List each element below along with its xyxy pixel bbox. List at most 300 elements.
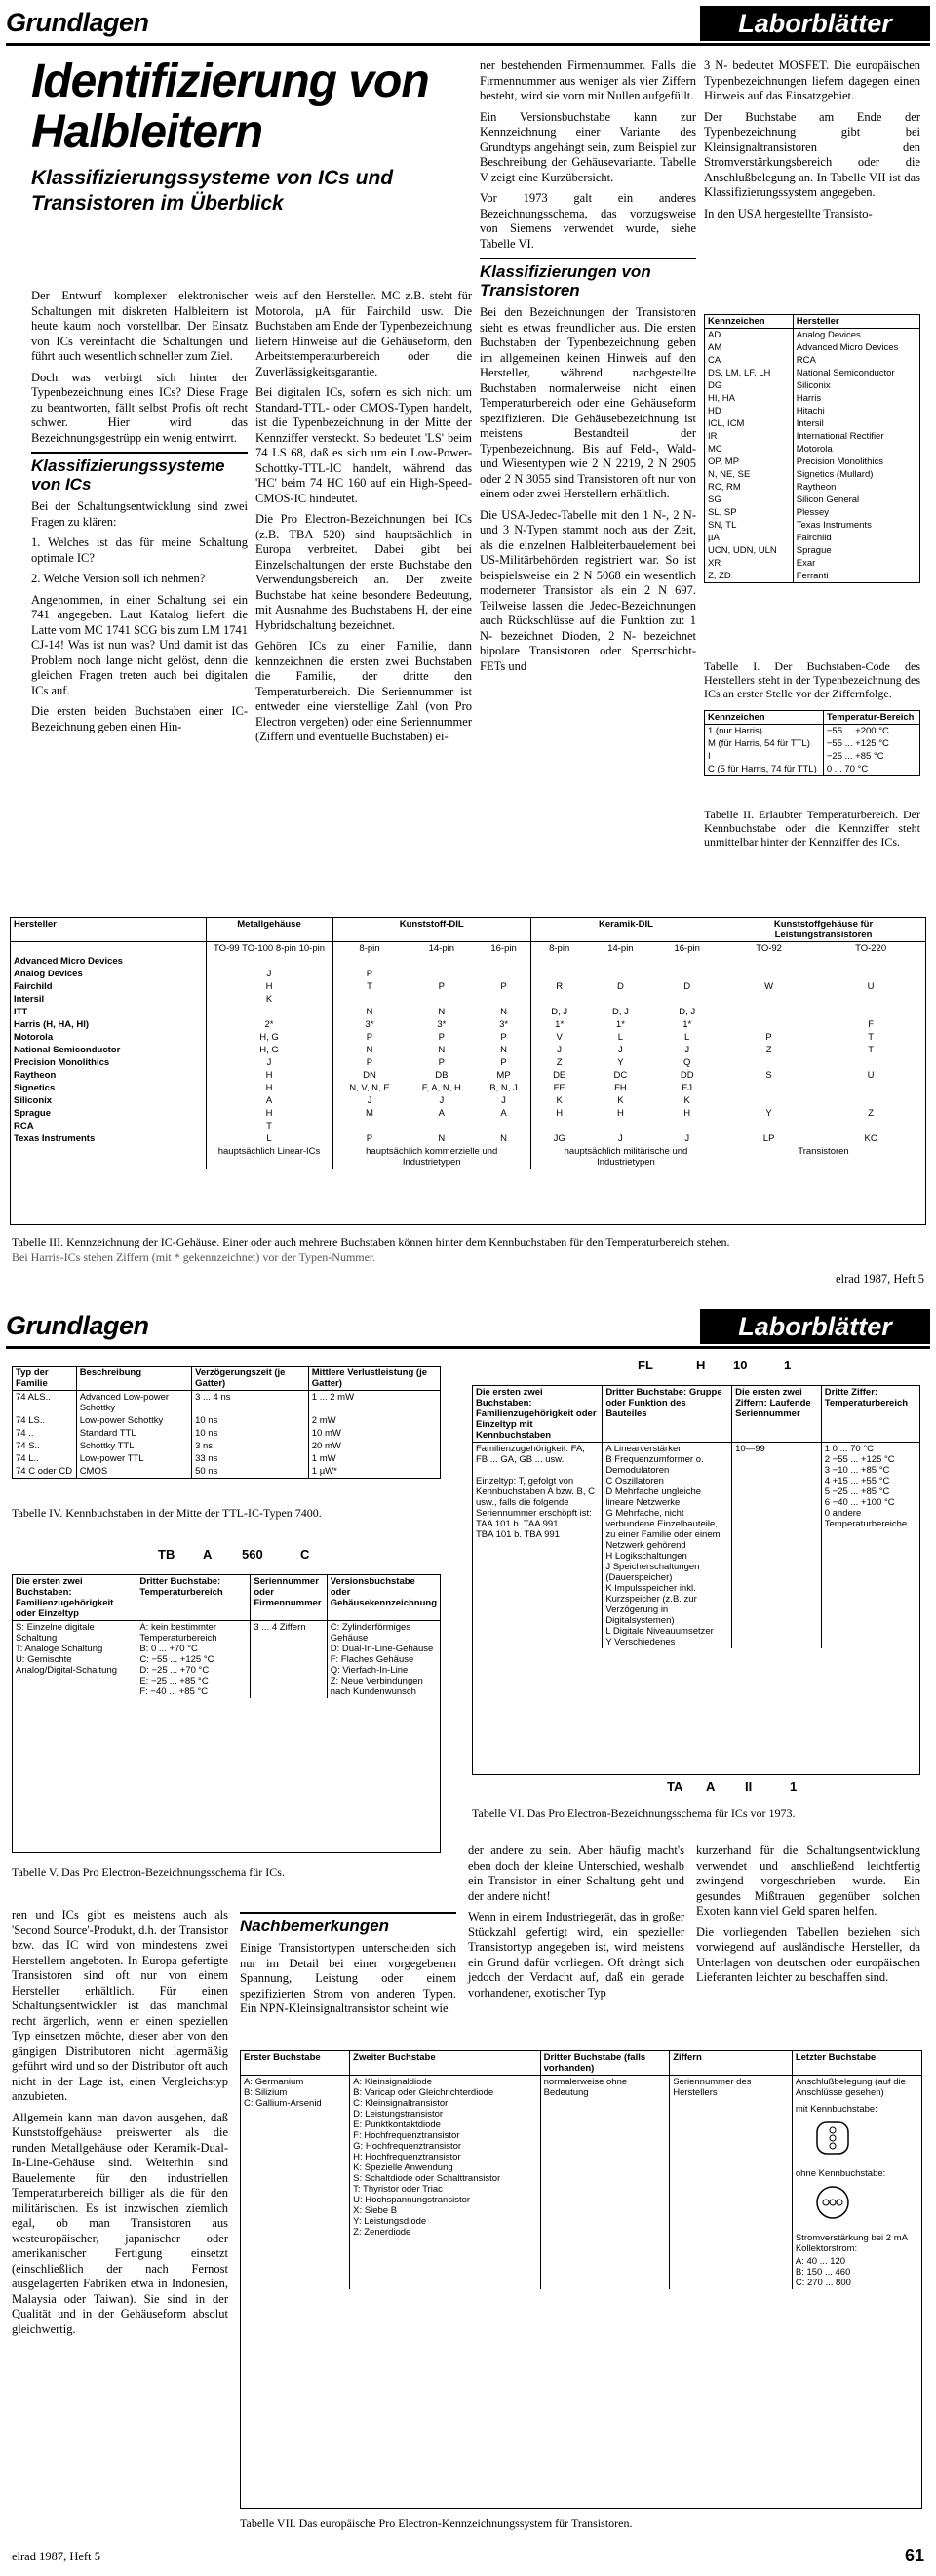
- section-heading: Klassifizierungssysteme von ICs: [31, 452, 248, 494]
- table-header: Hersteller: [11, 918, 206, 942]
- table-4: [12, 1366, 441, 1479]
- table-cell: U: [867, 981, 875, 992]
- table-cell: [406, 993, 477, 1006]
- table-cell: [587, 1120, 653, 1132]
- table-row: [705, 392, 919, 405]
- table-cell: 1 ... 2 mW: [308, 1391, 440, 1415]
- table-cell: Signetics (Mullard): [793, 468, 919, 481]
- table-cell: [816, 993, 925, 1006]
- table-cell: XR: [708, 558, 722, 569]
- table-cell: K: [683, 1095, 690, 1106]
- table-cell: DS, LM, LF, LH: [708, 368, 771, 378]
- table-cell: [206, 1006, 332, 1018]
- paragraph: Ein Versionsbuchstabe kann zur Kennzeichnung einer Variante des Grundtyps angehängt sein, zum Beispiel zur Beschreibung der Gehäusevariante. Tabelle V zeigt eine Kurzübersicht.: [480, 109, 696, 184]
- table-cell: [406, 968, 477, 980]
- table-cell: Precision Monolithics: [793, 456, 919, 468]
- paragraph: ren und ICs gibt es meistens auch als 'Second Source'-Produkt, d.h. der Transistor bzw. das IC wird von mindestens zwei Herstellern angeboten. In Europa gefertigte Transistoren sind oft nur von einem Hersteller erhältlich. Für einen Schaltungsentwickler ist das manchmal recht ärgerlich, wenn er einen speziellen Typ einsetzen möchte, dieser aber von den gängigen Distributoren nicht lagermäßig geführt wird und so der Distributor oft auch nicht in der Lage ist, einen Vergleichstyp anzubieten.: [12, 1908, 228, 2103]
- table-header: Dritter Buchstabe: Gruppe oder Funktion des Bauteiles: [603, 1386, 732, 1443]
- table-row: [705, 417, 919, 430]
- table-cell: J: [501, 1095, 506, 1106]
- table-cell: Motorola: [14, 1032, 54, 1043]
- table-cell: Precision Monolithics: [14, 1057, 110, 1068]
- table-cell: 3*: [332, 1018, 406, 1031]
- table-cell: [587, 955, 653, 968]
- table-3: [10, 917, 926, 1225]
- top-column-2: [255, 289, 472, 751]
- code-letter: A: [203, 1547, 213, 1562]
- table-cell: J: [530, 1044, 587, 1056]
- table-footer: Transistoren: [722, 1145, 926, 1169]
- code-letter: C: [300, 1547, 310, 1562]
- table-cell: K: [617, 1095, 624, 1106]
- table-7: [240, 2050, 922, 2509]
- paragraph: Die vorliegenden Tabellen beziehen sich vorwiegend auf ausländische Hersteller, da Unterlagen von deutschen oder europäischen Lieferanten leichter zu beschaffen sind.: [696, 1924, 920, 1984]
- table-cell: Schottky TTL: [76, 1440, 191, 1452]
- table-cell: C (5 für Harris, 74 für TTL): [708, 764, 817, 774]
- table-cell: N: [332, 1044, 406, 1056]
- table-row: [11, 1031, 925, 1044]
- table-cell: DB: [435, 1070, 448, 1081]
- code-letter: TB: [158, 1547, 176, 1562]
- table-cell: Standard TTL: [76, 1427, 191, 1440]
- table-row: [705, 763, 919, 775]
- table-subheader: 16-pin: [490, 943, 517, 954]
- table-cell: SG: [708, 495, 722, 505]
- table-cell: D: [683, 981, 691, 992]
- table-row: [705, 737, 919, 750]
- header-left: Grundlagen: [6, 1311, 149, 1340]
- table-cell: P: [438, 1032, 445, 1043]
- table-cell: SL, SP: [708, 507, 737, 518]
- table-header: Keramik-DIL: [530, 918, 721, 942]
- table-cell: Hitachi: [793, 405, 919, 417]
- table-cell: Motorola: [793, 443, 919, 456]
- table-cell: N: [438, 1133, 446, 1144]
- table-cell: [722, 1056, 817, 1069]
- table-cell: P: [332, 1031, 406, 1044]
- table-cell: DN: [332, 1069, 406, 1082]
- table-subheader: 16-pin: [674, 943, 700, 954]
- table-cell: M: [332, 1107, 406, 1120]
- table-cell: 74 ALS..: [16, 1392, 51, 1403]
- table-cell: 74 S..: [16, 1441, 40, 1451]
- table-cell: [722, 1120, 817, 1132]
- page-number: 61: [904, 2546, 924, 2565]
- table-cell: Q: [683, 1057, 691, 1068]
- header-rule: [6, 1346, 930, 1349]
- table-cell: J: [206, 968, 332, 980]
- table-cell: S: Einzelne digitale Schaltung T: Analoge Schaltung U: Gemischte Analog/Digital-Schaltung: [16, 1622, 118, 1676]
- table-cell: T: [868, 1032, 874, 1043]
- table-cell: −55 ... +125 °C: [823, 737, 919, 750]
- table-footer: hauptsächlich Linear-ICs: [206, 1145, 332, 1169]
- table-cell: D, J: [530, 1006, 587, 1018]
- table-cell: C: Zylinderförmiges Gehäuse D: Dual-In-Line-Gehäuse F: Flaches Gehäuse Q: Vierfach-In-Line Z: Neue Verbindungen nach Kundenwunsch: [327, 1621, 440, 1699]
- table-cell: H: [683, 1108, 691, 1119]
- table-cell: FJ: [682, 1083, 692, 1093]
- table-cell: Analog Devices: [793, 329, 919, 342]
- table-cell: IR: [708, 431, 718, 442]
- code-letter: 560: [242, 1547, 263, 1562]
- table-cell: N, NE, SE: [708, 469, 751, 480]
- table-cell: L: [617, 1032, 624, 1043]
- table-footer: hauptsächlich kommerzielle und Industrietypen: [332, 1145, 530, 1169]
- table-row: [13, 1427, 440, 1440]
- header-right: Laborblätter: [700, 6, 930, 41]
- code-letter: FL: [638, 1358, 653, 1372]
- table-cell: Advanced Micro Devices: [14, 956, 123, 967]
- table-7-caption: Tabelle VII. Das europäische Pro Electron-Kennzeichnungssystem für Transistoren.: [240, 2517, 633, 2530]
- table-header: Ziffern: [670, 2051, 793, 2076]
- table-cell: Z: [530, 1056, 587, 1069]
- table-cell: W: [722, 980, 817, 993]
- code-letter: 10: [733, 1358, 748, 1372]
- table-cell: 0 ... 70 °C: [823, 763, 919, 775]
- table-cell: [530, 1120, 587, 1132]
- table-cell: RC, RM: [708, 482, 741, 493]
- table-cell: [722, 1082, 817, 1094]
- table-cell: Sprague: [14, 1108, 52, 1119]
- table-1: [704, 314, 920, 583]
- paragraph: Der Entwurf komplexer elektronischer Schaltungen mit diskreten Halbleitern ist heute kaum noch vorstellbar. Der Einsatz von ICs vereinfacht die Schaltungen und führt auch wesentlich schneller zum Ziel.: [31, 289, 248, 363]
- table-cell: [816, 1006, 925, 1018]
- top-header: [0, 2, 936, 47]
- pinout-label: Stromverstärkung bei 2 mA Kollektorstrom:: [795, 2233, 908, 2254]
- paragraph: 2. Welche Version soll ich nehmen?: [31, 572, 206, 585]
- top-column-1: [31, 289, 248, 740]
- table-2: [704, 710, 920, 776]
- table-row: [13, 1440, 440, 1452]
- table-cell: DE: [530, 1069, 587, 1082]
- table-row: [705, 405, 919, 417]
- table-cell: [332, 993, 406, 1006]
- table-row: [11, 1094, 925, 1107]
- table-cell: [530, 993, 587, 1006]
- table-row: [11, 980, 925, 993]
- table-header: Dritte Ziffer: Temperaturbereich: [821, 1386, 919, 1443]
- table-cell: [722, 1018, 817, 1031]
- table-2-caption: Tabelle II. Erlaubter Temperaturbereich. Der Kennbuchstabe oder die Kennziffer steht unmittelbar hinter der Kennziffer des ICs.: [704, 808, 920, 849]
- table-cell: [406, 1120, 477, 1132]
- table-1-caption: Tabelle I. Der Buchstaben-Code des Herstellers steht in der Typenbezeichnung des ICs an erster Stelle vor der Ziffernfolge.: [704, 659, 920, 700]
- table-cell: B, N, J: [489, 1083, 518, 1093]
- table-cell: J: [332, 1094, 406, 1107]
- table-row: [13, 1452, 440, 1465]
- table-cell: 74 L..: [16, 1453, 39, 1464]
- table-cell: AD: [708, 330, 722, 340]
- table-5-code-line: [12, 1547, 441, 1576]
- table-cell: 3 ... 4 ns: [192, 1391, 309, 1415]
- table-subheader: 14-pin: [607, 943, 634, 954]
- table-cell: 74 LS..: [16, 1415, 46, 1426]
- table-cell: N: [438, 1045, 446, 1055]
- table-row: [705, 379, 919, 392]
- table-cell: P: [332, 1132, 406, 1145]
- table-cell: P: [722, 1031, 817, 1044]
- table-header: Kennzeichen: [705, 315, 793, 329]
- table-cell: A Linearverstärker B Frequenzumformer o. Demodulatoren C Oszillatoren D Mehrfache ungleiche lineare Netzwerke G Mehrfache, nicht verbundene Einzelbauteile, zu einer Familie oder einem Netzwerk gehörend H Logikschaltungen J Speicherschaltungen (Dauerspeicher) K Impulsspeicher inkl. Kurzspeicher (z.B. zur Verzögerung in Digitalsystemen) L Digitale Niveauumsetzer Y Verschiedenes: [603, 1443, 732, 1649]
- table-row: [705, 544, 919, 557]
- table-cell: [816, 1120, 925, 1132]
- table-cell: T: [206, 1120, 332, 1132]
- table-cell: [587, 968, 653, 980]
- table-cell: Siliconix: [14, 1095, 53, 1106]
- table-cell: National Semiconductor: [793, 367, 919, 379]
- table-cell: MC: [708, 444, 722, 455]
- table-cell: 20 mW: [308, 1440, 440, 1452]
- table-3-caption-note: Bei Harris-ICs stehen Ziffern (mit * gekennzeichnet) vor der Typen-Nummer.: [12, 1250, 376, 1264]
- code-letter: A: [706, 1779, 716, 1794]
- table-cell: H: [616, 1108, 624, 1119]
- table-row: [705, 430, 919, 443]
- table-cell: R: [530, 980, 587, 993]
- table-cell: 3*: [499, 1019, 509, 1030]
- table-row: [11, 1006, 925, 1018]
- table-cell: Analog Devices: [14, 969, 83, 979]
- table-cell: 50 ns: [192, 1465, 309, 1478]
- table-row: [11, 1018, 925, 1031]
- table-cell: 1*: [682, 1019, 692, 1030]
- table-row: [705, 725, 919, 738]
- section-heading: Klassifizierungen von Transistoren: [480, 258, 696, 299]
- section-heading: Nachbemerkungen: [240, 1912, 456, 1935]
- table-cell: [477, 1120, 530, 1132]
- table-subheader: 14-pin: [428, 943, 455, 954]
- paragraph: Die ersten beiden Buchstaben einer IC-Bezeichnung geben einen Hin-: [31, 704, 248, 733]
- table-cell: −25 ... +85 °C: [823, 750, 919, 763]
- table-cell: [477, 993, 530, 1006]
- table-cell: Z: [722, 1044, 817, 1056]
- table-5: [12, 1574, 441, 1853]
- table-header: Kunststoffgehäuse für Leistungstransistoren: [722, 918, 926, 942]
- table-cell: Harris (H, HA, HI): [14, 1019, 90, 1030]
- table-cell-pinout: [792, 2076, 921, 2290]
- table-row: [705, 354, 919, 367]
- table-row: [705, 367, 919, 379]
- table-header: Mittlere Verlustleistung (je Gatter): [308, 1367, 440, 1391]
- table-row: [13, 1391, 440, 1415]
- table-row: [11, 1044, 925, 1056]
- table-cell: P: [438, 1057, 445, 1068]
- table-cell: [816, 1082, 925, 1094]
- table-cell: Texas Instruments: [14, 1133, 96, 1144]
- table-header: Die ersten zwei Ziffern: Laufende Seriennummer: [732, 1386, 822, 1443]
- table-header: Dritter Buchstabe (falls vorhanden): [540, 2051, 670, 2076]
- table-cell: [653, 1120, 721, 1132]
- table-cell: normalerweise ohne Bedeutung: [540, 2076, 670, 2290]
- table-cell: HD: [708, 406, 722, 416]
- table-cell: A: kein bestimmter Temperaturbereich B: 0 ... +70 °C C: −55 ... +125 °C D: −25 ... +70 °C E: −25 ... +85 °C F: −40 ... +85 °C: [136, 1621, 251, 1699]
- table-cell: K: [206, 993, 332, 1006]
- table-6-code-line-bottom: [472, 1779, 920, 1803]
- table-row: [11, 1107, 925, 1120]
- table-cell: N: [500, 1133, 507, 1144]
- table-cell: H, G: [206, 1044, 332, 1056]
- table-subheader: 8-pin: [530, 942, 587, 956]
- table-cell: [722, 1094, 817, 1107]
- table-cell: 10 mW: [308, 1427, 440, 1440]
- table-cell: Ferranti: [793, 570, 919, 582]
- table-cell: H: [530, 1107, 587, 1120]
- table-row: [705, 557, 919, 570]
- bottom-column-4: [696, 1843, 920, 1992]
- table-cell: N: [500, 1045, 507, 1055]
- table-cell: Intersil: [14, 994, 45, 1005]
- table-6: [472, 1385, 920, 1775]
- table-cell: LP: [722, 1132, 817, 1145]
- table-cell: Signetics: [14, 1083, 56, 1093]
- table-row: [705, 341, 919, 354]
- table-row: [13, 1414, 440, 1427]
- table-cell: J: [684, 1045, 690, 1055]
- paragraph: Die USA-Jedec-Tabelle mit den 1 N-, 2 N- und 3 N-Typen stammt noch aus der Zeit, als die einzelnen Halbleiterbauelement bei US-Militärbehörden registriert war. So ist beispielsweise ein 2 N 5068 ein wesentlich modernerer Transistor als ein 2 N 697. Teilweise lassen die Jedec-Bezeichnungen auch Rückschlüsse auf die Funktion zu: 1 N- bezeichnet Dioden, 2 N- bezeichnet bipolare Transistoren oder Sperrschicht-FETs und: [480, 507, 696, 673]
- table-cell: AM: [708, 342, 722, 353]
- table-cell: Plessey: [793, 506, 919, 519]
- table-cell: JG: [530, 1132, 587, 1145]
- table-cell: 10 ns: [192, 1427, 309, 1440]
- table-cell: M (für Harris, 54 für TTL): [708, 738, 810, 749]
- table-cell: [206, 955, 332, 968]
- table-cell: FH: [614, 1083, 627, 1093]
- table-cell: 2*: [206, 1018, 332, 1031]
- table-row: [11, 955, 925, 968]
- table-row: [705, 532, 919, 544]
- table-cell: CMOS: [76, 1465, 191, 1478]
- paragraph: In den USA hergestellte Transisto-: [704, 206, 873, 220]
- header-left: Grundlagen: [6, 8, 149, 37]
- table-row: [705, 481, 919, 494]
- table-cell: HI, HA: [708, 393, 735, 404]
- table-4-caption: Tabelle IV. Kennbuchstaben in der Mitte der TTL-IC-Typen 7400.: [12, 1506, 322, 1520]
- code-letter: II: [745, 1779, 753, 1794]
- table-cell: [406, 955, 477, 968]
- table-cell: [816, 1094, 925, 1107]
- table-header: Kunststoff-DIL: [332, 918, 530, 942]
- table-cell: 10—99: [732, 1443, 822, 1649]
- paragraph: Einige Transistortypen unterscheiden sich nur im Detail bei einer vorgegebenen Spannung, Leistung oder einem spezifizierten Strom von anderen Typen. Ein NPN-Kleinsignaltransistor scheint wie: [240, 1941, 456, 2015]
- table-cell: I: [708, 751, 711, 762]
- table-cell: N: [438, 1007, 446, 1017]
- table-cell: SN, TL: [708, 520, 737, 531]
- paragraph: weis auf den Hersteller. MC z.B. steht für Motorola, µA für Fairchild usw. Die Buchstaben am Ende der Typenbezeichnung liefern Hinweise auf die Gehäuseform, den Arbeitstemperaturbereich oder die Zuverlässigkeitsgarantie.: [255, 289, 472, 378]
- table-cell: [477, 955, 530, 968]
- table-cell: Harris: [793, 392, 919, 405]
- table-cell: RCA: [14, 1121, 34, 1131]
- table-cell: [332, 955, 406, 968]
- paragraph: Der Buchstabe am Ende der Typenbezeichnung gibt bei Kleinsignaltransistoren den Stromverstärkungsbereich oder die Anschlußbelegung an. In Tabelle VII ist das Klassifizierungssystem angegeben.: [704, 109, 920, 199]
- table-cell: 33 ns: [192, 1452, 309, 1465]
- table-cell: Z, ZD: [708, 571, 731, 581]
- table-cell: International Rectifier: [793, 430, 919, 443]
- table-cell: 3 ns: [192, 1440, 309, 1452]
- table-header: Verzögerungszeit (je Gatter): [192, 1367, 309, 1391]
- table-header: Temperatur-Bereich: [823, 711, 919, 725]
- table-cell: D, J: [679, 1007, 696, 1017]
- table-cell: Silicon General: [793, 494, 919, 506]
- table-cell: V: [530, 1031, 587, 1044]
- table-cell: A: [438, 1108, 445, 1119]
- table-cell: [722, 968, 817, 980]
- table-cell: Advanced Low-power Schottky: [76, 1391, 191, 1415]
- table-cell: [816, 1056, 925, 1069]
- table-cell: CA: [708, 355, 722, 366]
- bottom-header: [0, 1305, 936, 1350]
- table-cell: A: [500, 1108, 507, 1119]
- table-header: Kennzeichen: [705, 711, 823, 725]
- table-row: [705, 494, 919, 506]
- table-row: [11, 1082, 925, 1094]
- table-cell: Y: [722, 1107, 817, 1120]
- table-cell: P: [438, 981, 445, 992]
- article-title: Identifizierung von Halbleitern: [31, 56, 429, 158]
- table-cell: Texas Instruments: [793, 519, 919, 532]
- table-6-caption: Tabelle VI. Das Pro Electron-Bezeichnungsschema für ICs vor 1973.: [472, 1806, 796, 1820]
- paragraph: kurzerhand für die Schaltungsentwicklung verwendet und anschließend leichtfertig zwingend vorgeschrieben wurde. Ein gesundes Mißtrauen gegenüber solchen Exoten kann viel Geld sparen helfen.: [696, 1843, 920, 1918]
- table-cell: P: [332, 968, 406, 980]
- table-cell: K: [530, 1094, 587, 1107]
- code-letter: 1: [790, 1779, 798, 1794]
- pinout-diagram-icon: [813, 2183, 918, 2225]
- pinout-label: mit Kennbuchstabe:: [795, 2104, 878, 2115]
- table-cell: [722, 993, 817, 1006]
- table-cell: RCA: [793, 354, 919, 367]
- table-cell: 3 ... 4 Ziffern: [251, 1621, 327, 1699]
- table-cell: DC: [613, 1070, 628, 1081]
- table-cell: [530, 955, 587, 968]
- bottom-column-3: [468, 1843, 684, 2006]
- table-cell: H, G: [206, 1031, 332, 1044]
- table-5-caption: Tabelle V. Das Pro Electron-Bezeichnungsschema für ICs.: [12, 1865, 285, 1879]
- top-footer: elrad 1987, Heft 5: [836, 1272, 924, 1286]
- table-cell: S: [722, 1069, 817, 1082]
- table-row: [705, 468, 919, 481]
- table-cell: J: [439, 1095, 445, 1106]
- table-cell: P: [500, 1032, 507, 1043]
- table-cell: [722, 1006, 817, 1018]
- table-cell: National Semiconductor: [14, 1045, 121, 1055]
- table-cell: Raytheon: [793, 481, 919, 494]
- table-cell: [477, 968, 530, 980]
- table-cell: 74 ..: [16, 1428, 34, 1439]
- table-cell: T: [868, 1045, 874, 1055]
- table-cell: Seriennummer des Herstellers: [670, 2076, 793, 2290]
- table-cell: N, V, N, E: [332, 1082, 406, 1094]
- table-cell: OP, MP: [708, 456, 740, 467]
- paragraph: Allgemein kann man davon ausgehen, daß Kunststoffgehäuse preiswerter als die runden Metallgehäuse oder Keramik-Dual-In-Line-Gehäuse sind. Weiterhin sind Bauelemente für den industriellen Temperaturbereich billiger als die für den militärischen. Es ist inzwischen ziemlich egal, ob man Transistoren aus westeuropäischer, japanischer oder amerikanischer Fertigung einsetzt (einschließlich der nach Fernost ausgelagerten Fabriken etwa in Indonesien, Malaysia oder Taiwan). Sie sind in der Qualität und in der Gehäuseform absolut gleichwertig.: [12, 2110, 228, 2336]
- paragraph: Angenommen, in einer Schaltung sei ein 741 angegeben. Laut Katalog liefert die Latte vom MC 1741 SCG bis zum LM 1741 CJ-14! Was ist nun was? Und damit ist das Problem noch lange nicht gelöst, denn die gleichen Fragen treten auch bei digitalen ICs auf.: [31, 592, 248, 697]
- table-cell: FE: [530, 1082, 587, 1094]
- table-cell: H: [206, 1107, 332, 1120]
- bottom-column-1: [12, 1908, 228, 2343]
- pinout-label: A: 40 ... 120 B: 150 ... 460 C: 270 ... 800: [795, 2256, 851, 2288]
- table-cell: D: [616, 981, 624, 992]
- table-cell: P: [500, 981, 507, 992]
- paragraph: 3 N- bedeutet MOSFET. Die europäischen Typenbezeichnungen liefern dagegen einen Hinweis auf das Einsatzgebiet.: [704, 59, 920, 102]
- table-row: [705, 443, 919, 456]
- table-cell: H: [206, 1069, 332, 1082]
- bottom-footer: elrad 1987, Heft 5: [12, 2550, 100, 2563]
- table-cell: D, J: [611, 1007, 629, 1017]
- table-cell: N: [332, 1006, 406, 1018]
- paragraph: Bei den Bezeichnungen der Transistoren sieht es etwas freundlicher aus. Die ersten Buchstaben der Typenbezeichnung geben im allgemeinen keinen Hinweis auf den Hersteller, während nachgestellte Buchstaben normalerweise nicht einen Temperaturbereich oder eine Gehäuseform spezifizieren. Die Gehäusebezeichnung ist meistens Bestandteil der Typenbezeichnung. Bis auf Feld-, Wald- und Wiesentypen wie 2 N 2219, 2 N 2905 oder 2 N 3055 sind Transistoren oft nur von einem oder zwei Herstellern erhältlich.: [480, 305, 696, 500]
- table-cell: J: [618, 1045, 623, 1055]
- table-cell: Raytheon: [14, 1070, 57, 1081]
- table-cell: Familienzugehörigkeit: FA, FB ... GA, GB ... usw. Einzeltyp: T, gefolgt von Kennbuchstaben A bzw. B, C usw., falls die folgende Seriennummer erschöpft ist: TAA 101 b. TAA 991 TBA 101 b. TBA 991: [476, 1444, 596, 1540]
- table-row: [705, 329, 919, 342]
- table-cell: Exar: [793, 557, 919, 570]
- table-cell: Siliconix: [793, 379, 919, 392]
- paragraph: der andere zu sein. Aber häufig macht's eben doch der kleine Unterschied, weshalb ein Transistor in einer Schaltung geht und der andere nicht!: [468, 1843, 684, 1903]
